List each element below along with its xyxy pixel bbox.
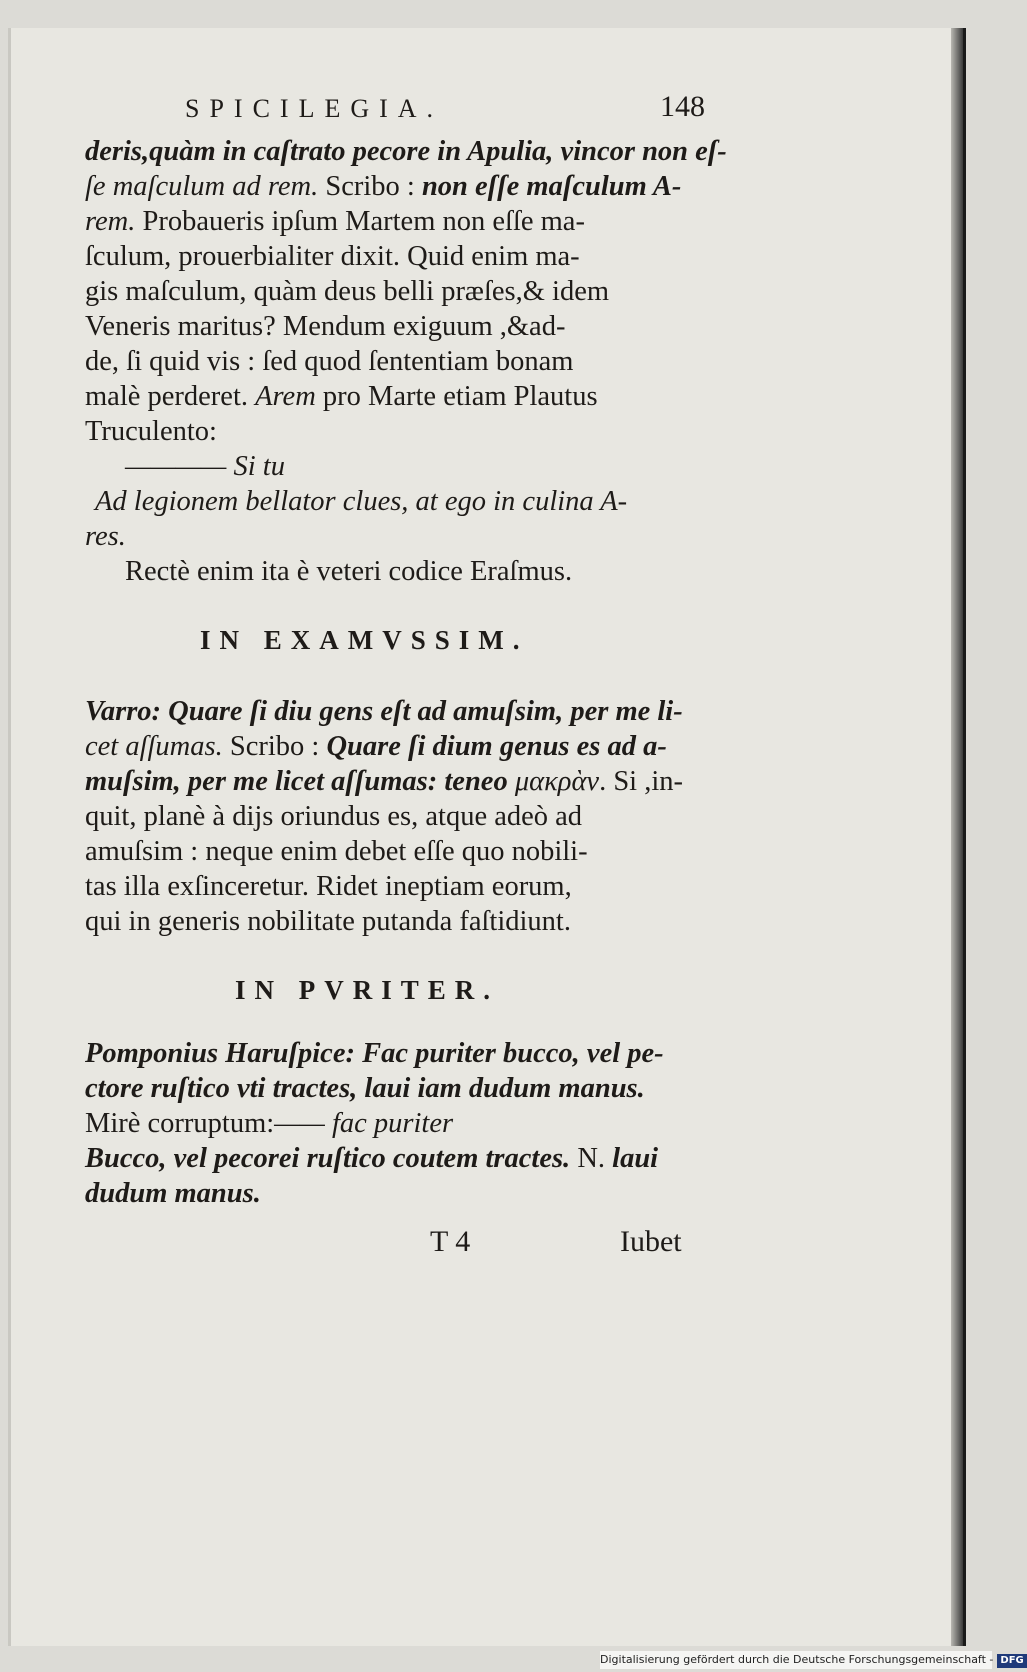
text-span: muſsim, per me licet aſſumas: teneo: [85, 766, 515, 797]
section-heading: IN PVRITER.: [235, 975, 500, 1005]
text-line: gis maſculum, quàm deus belli præſes,& idem: [85, 276, 610, 307]
text-line: qui in generis nobilitate putanda faſtidiunt.: [85, 906, 571, 937]
text-line: Truculento:: [85, 416, 217, 447]
text-span: Arem: [255, 381, 316, 412]
text-line: deris,quàm in caſtrato pecore in Apulia, vincor non eſ-: [85, 136, 727, 167]
text-span: malè perderet.: [85, 381, 256, 412]
text-span: ſe maſculum ad rem.: [85, 171, 319, 202]
digitization-footer: [600, 1651, 1024, 1669]
catchline: [85, 1225, 705, 1275]
text-span: Probaueris ipſum Martem non eſſe ma-: [135, 206, 585, 237]
page-edge: [951, 28, 963, 1646]
page-number: 148: [660, 90, 705, 123]
verse-line: Ad legionem bellator clues, at ego in culina A-: [95, 486, 628, 517]
text-span: non eſſe maſculum A-: [421, 171, 682, 202]
text-span: Bucco, vel pecorei ruſtico coutem tractes.: [85, 1143, 571, 1174]
text-span: —— fac puriter: [274, 1108, 454, 1139]
text-span: Quare ſi dium genus es ad a-: [326, 731, 667, 762]
text-line: Pomponius Haruſpice: Fac puriter bucco, vel pe-: [85, 1038, 664, 1069]
verse-line: res.: [85, 521, 126, 552]
text-span: Mirè corruptum:: [85, 1108, 275, 1139]
section-heading: IN EXAMVSSIM.: [200, 625, 529, 655]
text-line: dudum manus.: [85, 1178, 261, 1209]
text-span: Scribo :: [222, 731, 327, 762]
text-span: N.: [570, 1143, 613, 1174]
text-span: . Si ,in-: [599, 766, 683, 797]
text-line: [85, 729, 705, 764]
text-line: [85, 764, 705, 799]
text-span: rem.: [85, 206, 136, 237]
text-span: pro Marte etiam Plautus: [315, 381, 598, 412]
footer-text: Digitalisierung gefördert durch die Deutsche Forschungsgemeinschaft -: [600, 1653, 994, 1666]
running-title: SPICILEGIA.: [185, 94, 444, 123]
text-line: [85, 1141, 705, 1176]
text-line: quit, planè à dijs oriundus es, atque adeò ad: [85, 801, 583, 832]
text-line: Rectè enim ita è veteri codice Eraſmus.: [125, 556, 573, 587]
text-line: ctore ruſtico vti tractes, laui iam dudum manus.: [85, 1073, 645, 1104]
text-line: de, ſi quid vis : ſed quod ſententiam bonam: [85, 346, 574, 377]
text-line: [85, 169, 705, 204]
text-block: [85, 90, 727, 1275]
running-head: [85, 90, 705, 134]
text-line: [85, 379, 705, 414]
text-line: [85, 1106, 705, 1141]
text-span: cet aſſumas.: [85, 731, 223, 762]
text-line: Veneris maritus? Mendum exiguum ,&ad-: [85, 311, 566, 342]
greek-word: μακρὰν: [514, 766, 600, 797]
text-line: [85, 204, 705, 239]
catchword: Iubet: [620, 1225, 682, 1258]
dfg-logo: DFG: [997, 1654, 1026, 1668]
text-span: laui: [612, 1143, 659, 1174]
text-line: amuſsim : neque enim debet eſſe quo nobili-: [85, 836, 588, 867]
text-line: ſculum, prouerbialiter dixit. Quid enim ma-: [85, 241, 580, 272]
text-line: Varro: Quare ſi diu gens eſt ad amuſsim, per me li-: [85, 696, 683, 727]
signature-mark: T 4: [430, 1225, 471, 1258]
text-line: tas illa exſinceretur. Ridet ineptiam eorum,: [85, 871, 572, 902]
text-span: Scribo :: [318, 171, 422, 202]
verse-line: ———— Si tu: [125, 451, 285, 482]
